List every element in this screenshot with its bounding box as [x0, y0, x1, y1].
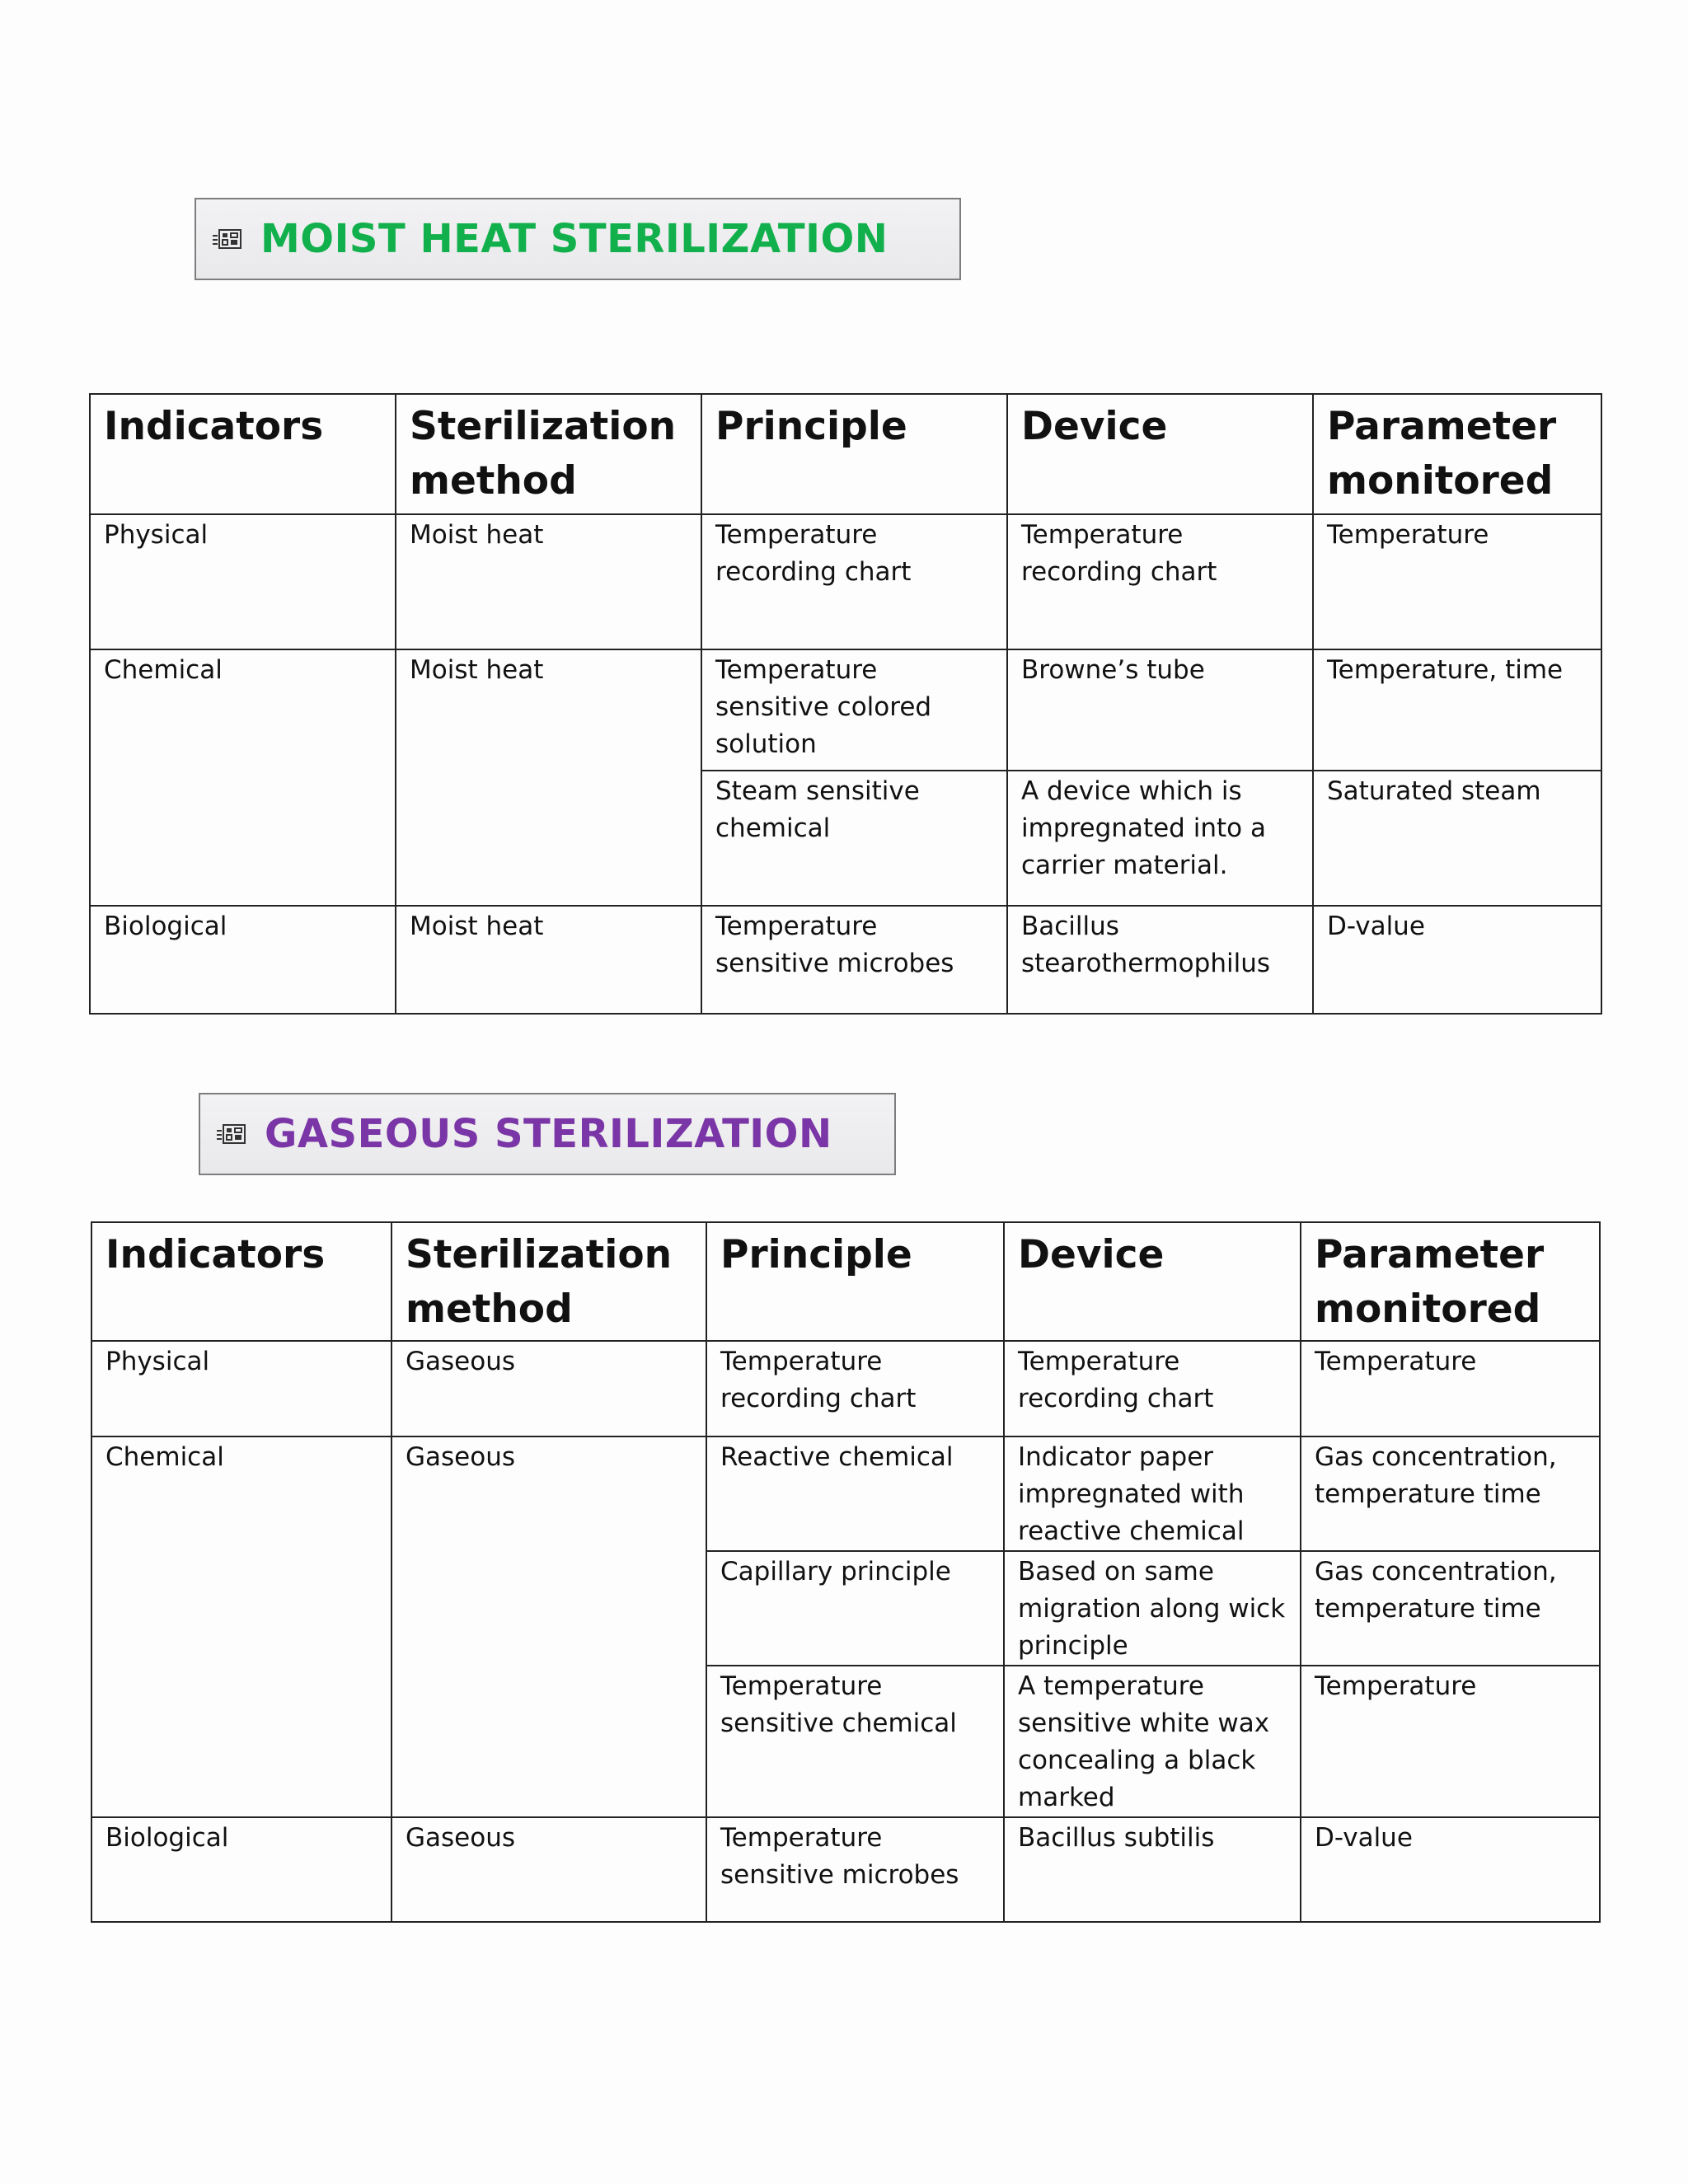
principle-cell: Temperature sensitive microbes	[701, 906, 1007, 1014]
device-cell: Temperature recording chart	[1004, 1341, 1301, 1436]
moist-heat-table	[89, 393, 1602, 1015]
device-cell: Based on same migration along wick principle	[1004, 1551, 1301, 1666]
header-device: Device	[1004, 1222, 1301, 1341]
indicator-cell: Chemical	[90, 649, 396, 906]
section-title: GASEOUS STERILIZATION	[265, 1111, 832, 1157]
parameter-cell: D-value	[1301, 1817, 1600, 1922]
device-cell: Bacillus subtilis	[1004, 1817, 1301, 1922]
table-header-row	[91, 1222, 1600, 1341]
principle-cell: Temperature sensitive colored solution	[701, 649, 1007, 771]
header-sterilization-method: Sterilization method	[396, 394, 701, 514]
header-device: Device	[1007, 394, 1313, 514]
header-parameter-monitored: Parameter monitored	[1301, 1222, 1600, 1341]
device-cell: Indicator paper impregnated with reactive chemical	[1004, 1436, 1301, 1551]
device-cell: Bacillus stearothermophilus	[1007, 906, 1313, 1014]
principle-cell: Steam sensitive chemical	[701, 771, 1007, 906]
header-principle: Principle	[701, 394, 1007, 514]
building-icon	[217, 1123, 246, 1145]
principle-cell: Temperature recording chart	[706, 1341, 1004, 1436]
indicator-cell: Chemical	[91, 1436, 392, 1817]
parameter-cell: Saturated steam	[1313, 771, 1601, 906]
parameter-cell: Temperature, time	[1313, 649, 1601, 771]
principle-cell: Reactive chemical	[706, 1436, 1004, 1551]
method-cell: Moist heat	[396, 906, 701, 1014]
parameter-cell: D-value	[1313, 906, 1601, 1014]
header-sterilization-method: Sterilization method	[392, 1222, 706, 1341]
table-row	[91, 1817, 1600, 1922]
header-indicators: Indicators	[90, 394, 396, 514]
indicator-cell: Biological	[91, 1817, 392, 1922]
gaseous-table	[91, 1221, 1601, 1923]
table-row	[90, 514, 1601, 649]
method-cell: Gaseous	[392, 1817, 706, 1922]
moist-heat-banner	[195, 198, 961, 280]
gaseous-banner	[199, 1093, 896, 1175]
parameter-cell: Gas concentration, temperature time	[1301, 1551, 1600, 1666]
method-cell: Moist heat	[396, 514, 701, 649]
device-cell: Browne’s tube	[1007, 649, 1313, 771]
principle-cell: Capillary principle	[706, 1551, 1004, 1666]
section-title: MOIST HEAT STERILIZATION	[260, 216, 889, 262]
header-indicators: Indicators	[91, 1222, 392, 1341]
parameter-cell: Temperature	[1301, 1666, 1600, 1817]
method-cell: Moist heat	[396, 649, 701, 906]
header-parameter-monitored: Parameter monitored	[1313, 394, 1601, 514]
indicator-cell: Physical	[91, 1341, 392, 1436]
table-row	[91, 1436, 1600, 1551]
device-cell: A device which is impregnated into a carrier material.	[1007, 771, 1313, 906]
parameter-cell: Gas concentration, temperature time	[1301, 1436, 1600, 1551]
parameter-cell: Temperature	[1313, 514, 1601, 649]
principle-cell: Temperature sensitive microbes	[706, 1817, 1004, 1922]
building-icon	[213, 228, 242, 250]
indicator-cell: Physical	[90, 514, 396, 649]
method-cell: Gaseous	[392, 1341, 706, 1436]
table-row	[90, 906, 1601, 1014]
parameter-cell: Temperature	[1301, 1341, 1600, 1436]
header-principle: Principle	[706, 1222, 1004, 1341]
table-row	[90, 649, 1601, 771]
table-row	[91, 1341, 1600, 1436]
device-cell: Temperature recording chart	[1007, 514, 1313, 649]
table-header-row	[90, 394, 1601, 514]
principle-cell: Temperature recording chart	[701, 514, 1007, 649]
principle-cell: Temperature sensitive chemical	[706, 1666, 1004, 1817]
device-cell: A temperature sensitive white wax concealing a black marked	[1004, 1666, 1301, 1817]
method-cell: Gaseous	[392, 1436, 706, 1817]
indicator-cell: Biological	[90, 906, 396, 1014]
